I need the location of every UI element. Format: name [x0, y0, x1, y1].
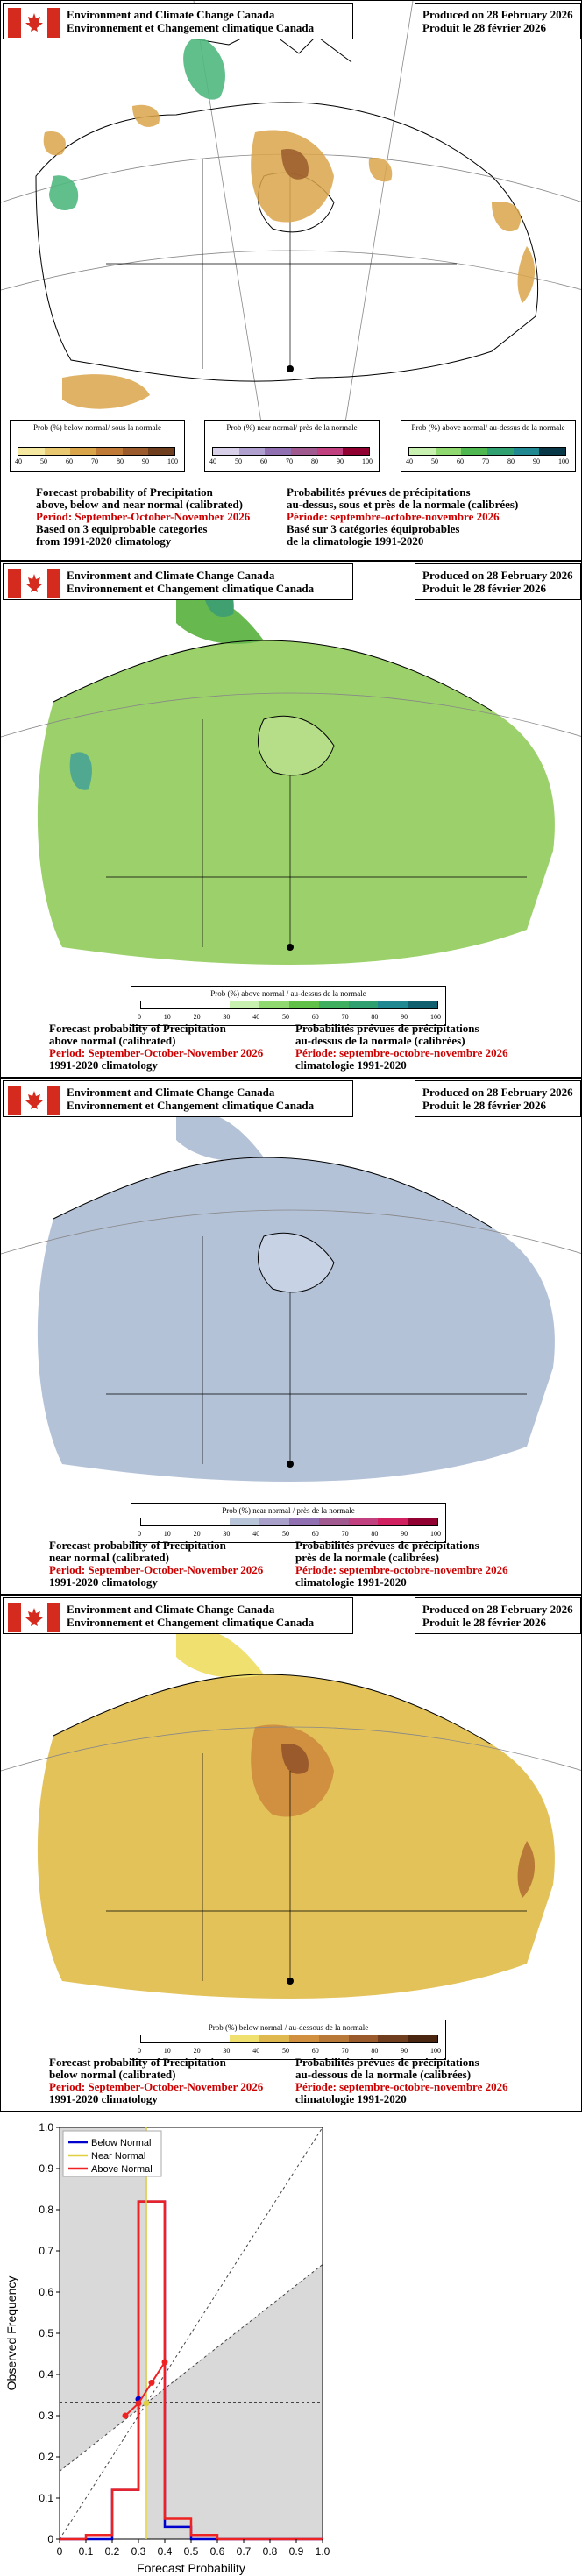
x-tick-label: 1.0 [315, 2545, 330, 2558]
caption-line: Based on 3 equiprobable categories [36, 522, 208, 535]
agency-name-en: Environment and Climate Change Canada [67, 569, 275, 582]
caption-period: Period: September-October-November 2026 [36, 510, 251, 523]
y-tick-label: 0 [47, 2533, 53, 2545]
x-tick-label: 0.6 [209, 2545, 225, 2558]
y-tick-label: 0.7 [39, 2245, 53, 2257]
caption-line: Probabilités prévues de précipitations [295, 2056, 479, 2069]
x-tick-label: 0 [56, 2545, 63, 2558]
map-canada-tercile [1, 1, 582, 456]
x-tick-label: 0.3 [131, 2545, 146, 2558]
caption-en-panel3 [49, 1539, 263, 1589]
caption-fr-panel3 [295, 1539, 508, 1589]
caption-line: de la climatologie 1991-2020 [287, 534, 424, 548]
legend-title: Prob (%) below normal / au-dessous de la normale [208, 2023, 369, 2032]
caption-period: Période: septembre-octobre-novembre 2026 [287, 510, 500, 523]
y-tick-label: 0.5 [39, 2327, 53, 2339]
x-tick-label: 0.9 [288, 2545, 304, 2558]
series-point-1 [144, 2400, 150, 2406]
canada-flag-icon [8, 8, 60, 38]
panel-near-normal-map [0, 1078, 582, 1595]
legend-near-colorbar [212, 447, 370, 456]
caption-period: Période: septembre-octobre-novembre 2026 [295, 1563, 508, 1576]
caption-line: Forecast probability of Precipitation [49, 2056, 226, 2069]
caption-en-panel1 [36, 486, 250, 548]
caption-line: climatologie 1991-2020 [295, 2092, 407, 2105]
caption-line: au-dessous de la normale (calibrées) [295, 2068, 472, 2081]
x-tick-label: 0.5 [183, 2545, 199, 2558]
caption-line: 1991-2020 climatology [49, 1575, 158, 1589]
x-tick-label: 0.1 [78, 2545, 94, 2558]
caption-line: près de la normale (calibrées) [295, 1551, 439, 1564]
canada-flag-icon [8, 1603, 60, 1632]
legend-near-title: Prob (%) near normal/ près de la normale [226, 423, 358, 432]
series-point-2 [162, 2359, 168, 2365]
produced-date-fr: Produit le 28 février 2026 [422, 582, 547, 595]
produced-date-en: Produced on 28 February 2026 [422, 1603, 573, 1616]
agency-name-en: Environment and Climate Change Canada [67, 1603, 275, 1616]
caption-fr-panel2 [295, 1023, 508, 1072]
legend-ticks: 0 10 20 30 40 50 60 70 80 90 100 [138, 2047, 441, 2055]
caption-fr-panel4 [295, 2056, 508, 2105]
caption-line: Probabilités prévues de précipitations [287, 485, 471, 499]
legend-label: Near Normal [91, 2151, 146, 2162]
header-produced-box [415, 1080, 581, 1117]
canada-flag-icon [8, 1086, 60, 1115]
caption-line: 1991-2020 climatology [49, 1058, 158, 1072]
header-agency-box [3, 1597, 353, 1634]
legend-above-colorbar [408, 447, 566, 456]
map-canada-below [1, 1596, 582, 2034]
legend-ticks: 0 10 20 30 40 50 60 70 80 90 100 [138, 1013, 441, 1021]
y-tick-label: 0.6 [39, 2286, 53, 2298]
y-tick-label: 0.8 [39, 2204, 53, 2216]
map-canada-near [1, 1079, 582, 1517]
header-produced-box [415, 1597, 581, 1634]
produced-date-en: Produced on 28 February 2026 [422, 569, 573, 582]
caption-en-panel2 [49, 1023, 263, 1072]
legend-below-colorbar [18, 447, 175, 456]
header-produced-box [415, 563, 581, 600]
caption-period: Period: September-October-November 2026 [49, 1046, 264, 1059]
legend-label: Below Normal [91, 2138, 152, 2148]
y-tick-label: 1.0 [39, 2121, 53, 2134]
x-tick-label: 0.7 [236, 2545, 252, 2558]
series-point-2 [136, 2400, 142, 2406]
caption-line: 1991-2020 climatology [49, 2092, 158, 2105]
caption-line: Probabilités prévues de précipitations [295, 1539, 479, 1552]
caption-line: au-dessus de la normale (calibrées) [295, 1034, 465, 1047]
map-canada-above [1, 562, 582, 1000]
agency-name-en: Environment and Climate Change Canada [67, 8, 275, 21]
agency-name-fr: Environnement et Changement climatique Canada [67, 21, 315, 34]
header-produced-box [415, 3, 581, 39]
legend-below-full [131, 2020, 446, 2060]
produced-date-fr: Produit le 28 février 2026 [422, 1616, 547, 1629]
y-tick-label: 0.3 [39, 2410, 53, 2422]
caption-line: below normal (calibrated) [49, 2068, 176, 2081]
y-tick-label: 0.1 [39, 2492, 53, 2504]
y-tick-label: 0.2 [39, 2451, 53, 2463]
panel-below-normal-map [0, 1595, 582, 2112]
legend-colorbar [140, 1518, 438, 1526]
legend-near-full [131, 1503, 446, 1543]
caption-line: climatologie 1991-2020 [295, 1575, 407, 1589]
caption-line: Probabilités prévues de précipitations [295, 1022, 479, 1035]
panel-tercile-map [0, 0, 582, 561]
caption-period: Période: septembre-octobre-novembre 2026 [295, 1046, 508, 1059]
x-tick-label: 0.2 [104, 2545, 120, 2558]
caption-period: Period: September-October-November 2026 [49, 2080, 264, 2093]
legend-above-normal [401, 420, 576, 472]
caption-en-panel4 [49, 2056, 263, 2105]
reliability-diagram [0, 2112, 351, 2576]
agency-name-fr: Environnement et Changement climatique Canada [67, 1099, 315, 1112]
no-skill-region-upper [60, 2127, 147, 2471]
caption-line: above, below and near normal (calibrated) [36, 498, 243, 511]
legend-above-ticks: 40 50 60 70 80 90 100 [406, 457, 569, 465]
produced-date-fr: Produit le 28 février 2026 [422, 1099, 547, 1112]
legend-ticks: 0 10 20 30 40 50 60 70 80 90 100 [138, 1530, 441, 1538]
y-tick-label: 0.9 [39, 2162, 53, 2175]
series-point-2 [149, 2380, 155, 2386]
caption-line: from 1991-2020 climatology [36, 534, 172, 548]
legend-below-normal [10, 420, 185, 472]
agency-name-fr: Environnement et Changement climatique Canada [67, 1616, 315, 1629]
legend-near-normal [204, 420, 380, 472]
legend-label: Above Normal [91, 2164, 153, 2175]
y-axis-label: Observed Frequency [4, 2275, 18, 2391]
caption-line: Forecast probability of Precipitation [49, 1539, 226, 1552]
produced-date-en: Produced on 28 February 2026 [422, 8, 573, 21]
legend-title: Prob (%) near normal / près de la normale [222, 1506, 355, 1515]
header-agency-box [3, 3, 353, 39]
caption-line: climatologie 1991-2020 [295, 1058, 407, 1072]
caption-line: au-dessus, sous et près de la normale (calibrées) [287, 498, 519, 511]
agency-name-en: Environment and Climate Change Canada [67, 1086, 275, 1099]
panel-above-normal-map [0, 561, 582, 1078]
agency-name-fr: Environnement et Changement climatique Canada [67, 582, 315, 595]
legend-above-full [131, 986, 446, 1026]
legend-title: Prob (%) above normal / au-dessus de la normale [210, 989, 366, 998]
legend-below-title: Prob (%) below normal/ sous la normale [33, 423, 161, 432]
x-axis-label: Forecast Probability [137, 2561, 245, 2575]
canada-flag-icon [8, 569, 60, 598]
caption-line: Forecast probability of Precipitation [49, 1022, 226, 1035]
y-tick-label: 0.4 [39, 2368, 53, 2381]
series-point-2 [123, 2413, 129, 2419]
x-tick-label: 0.8 [262, 2545, 278, 2558]
header-agency-box [3, 1080, 353, 1117]
caption-fr-panel1 [287, 486, 518, 548]
produced-date-fr: Produit le 28 février 2026 [422, 21, 547, 34]
caption-period: Period: September-October-November 2026 [49, 1563, 264, 1576]
caption-line: Basé sur 3 catégories équiprobables [287, 522, 460, 535]
legend-colorbar [140, 1001, 438, 1009]
header-agency-box [3, 563, 353, 600]
caption-line: near normal (calibrated) [49, 1551, 169, 1564]
legend-colorbar [140, 2035, 438, 2043]
x-tick-label: 0.4 [157, 2545, 173, 2558]
caption-line: above normal (calibrated) [49, 1034, 176, 1047]
legend-below-ticks: 40 50 60 70 80 90 100 [15, 457, 178, 465]
legend-above-title: Prob (%) above normal/ au-dessus de la normale [411, 423, 565, 432]
produced-date-en: Produced on 28 February 2026 [422, 1086, 573, 1099]
caption-line: Forecast probability of Precipitation [36, 485, 213, 499]
caption-period: Période: septembre-octobre-novembre 2026 [295, 2080, 508, 2093]
legend-near-ticks: 40 50 60 70 80 90 100 [209, 457, 373, 465]
